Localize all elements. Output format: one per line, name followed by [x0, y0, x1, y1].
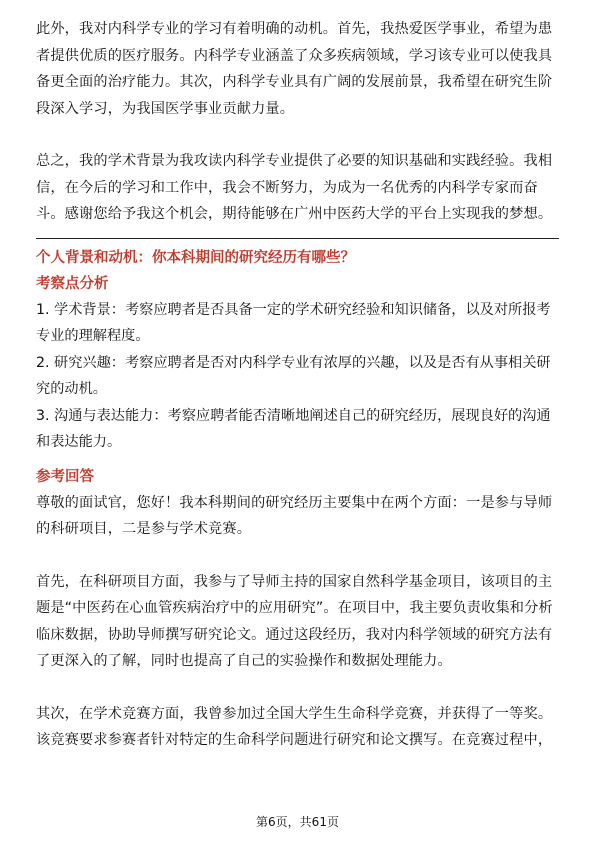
page-number: 第6页，共61页	[256, 815, 339, 829]
analysis-heading: 考察点分析	[36, 275, 109, 292]
analysis-item-academic-background: 1. 学术背景：考察应聘者是否具备一定的学术研究经验和知识储备，以及对所报考专业的理解程度。	[36, 301, 551, 344]
answer-heading: 参考回答	[36, 468, 94, 485]
answer-paragraph-intro: 尊敬的面试官，您好！我本科期间的研究经历主要集中在两个方面：一是参与导师的科研项目，二是参与学术竞赛。	[36, 494, 553, 537]
answer-paragraph-competition: 其次，在学术竞赛方面，我曾参加过全国大学生生命科学竞赛，并获得了一等奖。该竞赛要求参赛者针对特定的生命科学问题进行研究和论文撰写。在竞赛过程中，	[36, 705, 553, 748]
answer-paragraph-research-project: 首先，在科研项目方面，我参与了导师主持的国家自然科学基金项目，该项目的主题是“中医药在心血管疾病治疗中的应用研究”。在项目中，我主要负责收集和分析临床数据，协助导师撰写研究论文。通过这段经历，我对内科学领域的研究方法有了更深入的了解，同时也提高了自己的实验操作和数据处理能力。	[36, 573, 553, 669]
section-divider	[36, 238, 559, 239]
question-title: 个人背景和动机：你本科期间的研究经历有哪些？	[36, 249, 355, 266]
intro-paragraph-conclusion: 总之，我的学术背景为我攻读内科学专业提供了必要的知识基础和实践经验。我相信，在今后的学习和工作中，我会不断努力，为成为一名优秀的内科学专家而奋斗。感谢您给予我这个机会，期待能够在广州中医药大学的平台上实现我的梦想。	[36, 153, 553, 222]
analysis-item-communication: 3. 沟通与表达能力：考察应聘者能否清晰地阐述自己的研究经历，展现良好的沟通和表达能力。	[36, 407, 551, 450]
intro-paragraph-motivation: 此外，我对内科学专业的学习有着明确的动机。首先，我热爱医学事业，希望为患者提供优质的医疗服务。内科学专业涵盖了众多疾病领域，学习该专业可以使我具备更全面的治疗能力。其次，内科学专业具有广阔的发展前景，我希望在研究生阶段深入学习，为我国医学事业贡献力量。	[36, 21, 553, 117]
document-page	[36, 16, 559, 754]
analysis-item-research-interest: 2. 研究兴趣：考察应聘者是否对内科学专业有浓厚的兴趣，以及是否有从事相关研究的动机。	[36, 354, 551, 397]
